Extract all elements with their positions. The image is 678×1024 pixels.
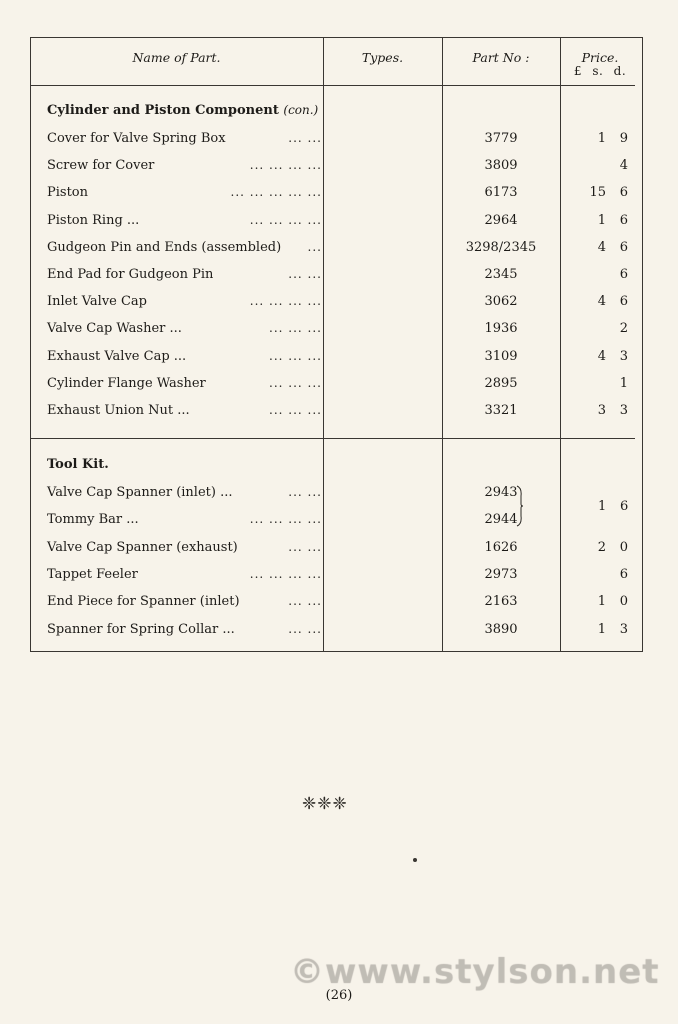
table-row — [0, 594, 678, 614]
part-name: Tommy Bar ... — [47, 512, 139, 528]
watermark: ©www.stylson.net — [290, 952, 660, 992]
header-currency-units — [560, 64, 640, 78]
table-row — [0, 240, 678, 260]
table-row — [0, 485, 678, 505]
part-name: Piston Ring ... — [47, 212, 140, 228]
part-number: 2895 — [484, 375, 518, 391]
leader-dots: ... ... ... ... — [249, 512, 322, 527]
price-pence: 3 — [619, 403, 628, 418]
leader-dots: ... ... ... ... ... — [230, 185, 322, 200]
part-name: End Piece for Spanner (inlet) — [47, 594, 240, 610]
section-title-suffix: (con.) — [283, 103, 319, 117]
page-number: (26) — [325, 988, 353, 1003]
part-number: 3062 — [484, 294, 518, 310]
part-number: 1936 — [484, 321, 518, 337]
price-shillings: 1 — [597, 621, 606, 637]
price-pence: 4 — [619, 158, 628, 174]
header-part-no: Part No : — [472, 50, 530, 65]
price-pence: 6 — [619, 566, 628, 582]
part-number: 6173 — [484, 185, 518, 201]
header-price: Price. — [581, 50, 619, 65]
section-title-tool-kit: Tool Kit. — [47, 457, 109, 472]
leader-dots: ... ... — [288, 267, 322, 281]
leader-dots: ... ... — [288, 594, 322, 609]
table-row — [0, 622, 678, 642]
bracketed-price-pence: 6 — [620, 499, 629, 514]
price-shillings: 1 — [597, 131, 606, 146]
header-shillings: s. — [592, 64, 604, 78]
part-number: 1626 — [484, 539, 518, 555]
price-pence: 2 — [619, 321, 628, 337]
price-pence: 3 — [619, 348, 628, 364]
parts-table-frame — [30, 37, 643, 652]
part-number: 3890 — [484, 621, 518, 637]
price-pence: 9 — [619, 131, 628, 146]
header-types: Types. — [361, 50, 404, 65]
part-name: Valve Cap Spanner (inlet) ... — [47, 485, 233, 500]
table-row — [0, 294, 678, 314]
part-number: 2964 — [484, 212, 518, 228]
price-shillings: 1 — [597, 594, 606, 610]
leader-dots: ... — [307, 239, 322, 254]
header-name-of-part: Name of Part. — [132, 50, 221, 65]
part-name: Piston — [47, 185, 88, 201]
table-row — [0, 267, 678, 287]
column-divider — [560, 37, 561, 652]
leader-dots: ... ... ... ... — [249, 212, 322, 227]
table-row — [0, 376, 678, 396]
table-row — [0, 403, 678, 423]
price-shillings: 4 — [597, 348, 606, 364]
table-row — [0, 131, 678, 151]
part-number: 3779 — [484, 131, 518, 146]
ink-speck — [413, 858, 417, 862]
part-name: Valve Cap Spanner (exhaust) — [47, 539, 238, 555]
price-shillings: 3 — [597, 403, 606, 418]
header-rule — [30, 85, 635, 86]
price-pence: 3 — [619, 621, 628, 637]
leader-dots: ... ... — [288, 621, 322, 636]
part-number: 2345 — [484, 267, 518, 282]
part-number: 2973 — [484, 566, 518, 582]
price-pence: 6 — [619, 294, 628, 310]
price-pence: 6 — [619, 185, 628, 201]
part-name: Gudgeon Pin and Ends (assembled) — [47, 239, 282, 255]
leader-dots: ... ... — [288, 131, 322, 145]
part-number: 2943 — [484, 485, 518, 500]
price-shillings: 4 — [597, 239, 606, 255]
leader-dots: ... ... ... — [269, 348, 322, 363]
part-name: Spanner for Spring Collar ... — [47, 621, 235, 637]
table-row — [0, 185, 678, 205]
ornament-icon: ❈❈❈ — [302, 794, 348, 814]
table-row — [0, 158, 678, 178]
table-row — [0, 213, 678, 233]
part-name: End Pad for Gudgeon Pin — [47, 267, 214, 282]
part-name: Exhaust Union Nut ... — [47, 403, 190, 418]
price-pence: 6 — [619, 267, 628, 282]
column-divider — [442, 37, 443, 652]
part-number: 3109 — [484, 348, 518, 364]
price-pence: 0 — [619, 594, 628, 610]
price-pence: 0 — [619, 539, 628, 555]
part-name: Tappet Feeler — [47, 566, 138, 582]
table-row — [0, 512, 678, 532]
header-pounds: £ — [573, 64, 582, 78]
part-name: Exhaust Valve Cap ... — [47, 348, 187, 364]
table-row — [0, 540, 678, 560]
part-number: 2944 — [484, 512, 518, 528]
part-number: 3298/2345 — [465, 239, 537, 255]
leader-dots: ... ... ... — [269, 321, 322, 336]
price-pence: 1 — [619, 375, 628, 391]
part-name: Cylinder Flange Washer — [47, 375, 206, 391]
leader-dots: ... ... ... ... — [249, 566, 322, 581]
part-number: 2163 — [484, 594, 518, 610]
part-name: Cover for Valve Spring Box — [47, 131, 226, 146]
price-pence: 6 — [619, 212, 628, 228]
price-shillings: 4 — [597, 294, 606, 310]
price-pence: 6 — [619, 239, 628, 255]
section-rule — [30, 438, 635, 439]
leader-dots: ... ... — [288, 539, 322, 554]
table-row — [0, 321, 678, 341]
leader-dots: ... ... ... ... — [249, 158, 322, 173]
price-shillings: 1 — [597, 212, 606, 228]
table-row — [0, 349, 678, 369]
part-number: 3809 — [484, 158, 518, 174]
leader-dots: ... ... ... — [269, 403, 322, 417]
leader-dots: ... ... — [288, 485, 322, 499]
part-name: Inlet Valve Cap — [47, 294, 148, 310]
bracketed-price-shillings: 1 — [598, 499, 607, 514]
bracket-brace — [515, 484, 525, 528]
table-row — [0, 567, 678, 587]
part-name: Valve Cap Washer ... — [47, 321, 182, 337]
price-shillings: 15 — [589, 185, 606, 201]
column-divider — [323, 37, 324, 652]
section-title-cylinder-piston: Cylinder and Piston Component (con.) — [47, 103, 319, 118]
leader-dots: ... ... ... — [269, 375, 322, 390]
part-name: Screw for Cover — [47, 158, 155, 174]
price-shillings: 2 — [597, 539, 606, 555]
leader-dots: ... ... ... ... — [249, 294, 322, 309]
part-number: 3321 — [484, 403, 518, 418]
header-pence: d. — [613, 64, 627, 78]
